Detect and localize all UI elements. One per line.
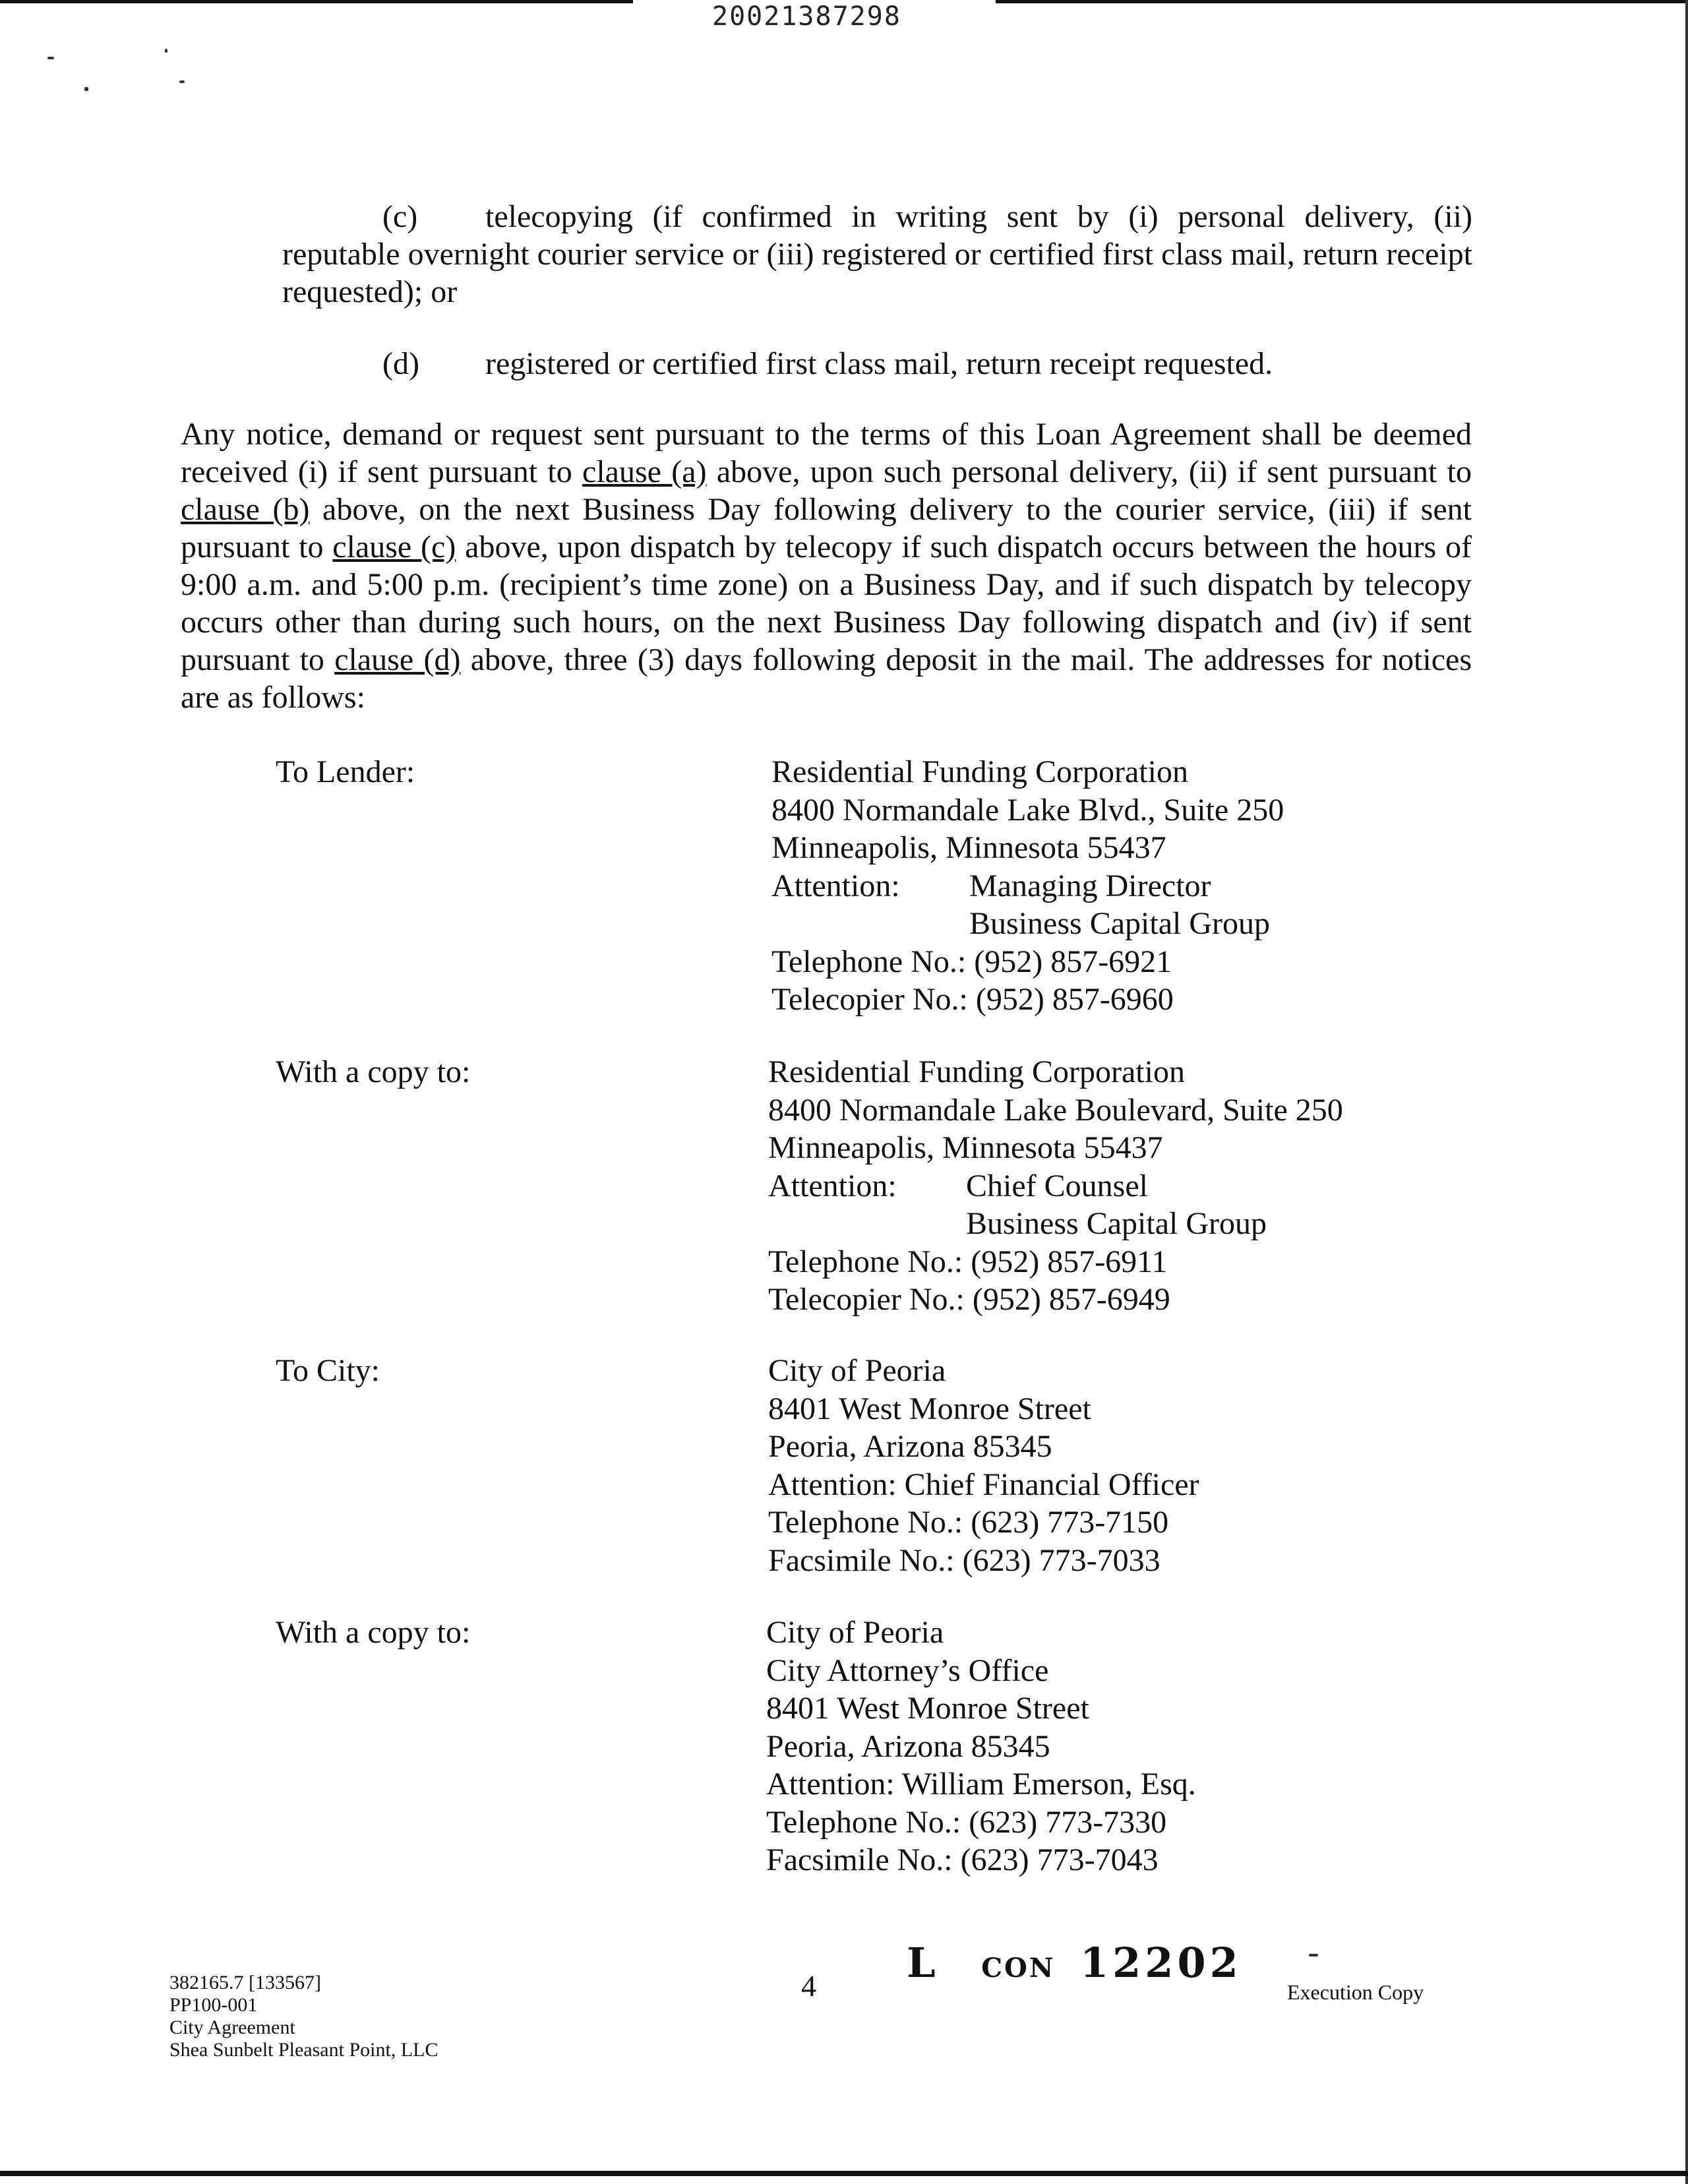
clause-marker: (c): [382, 199, 418, 234]
footer-project-code: PP100-001: [169, 1994, 258, 2016]
address-street: 8401 West Monroe Street: [768, 1391, 1091, 1426]
top-border-right: [996, 0, 1688, 3]
page-number: 4: [801, 1969, 816, 2003]
notice-paragraph: [181, 415, 1472, 716]
address-street: 8401 West Monroe Street: [766, 1691, 1089, 1726]
address-name: Residential Funding Corporation: [771, 754, 1188, 789]
address-name: City of Peoria: [766, 1615, 944, 1650]
execution-copy-label: Execution Copy: [1287, 1980, 1424, 2004]
footer-document-info: [169, 1972, 438, 2061]
address-attention: [771, 867, 1284, 905]
clause-text: telecopying (if confirmed in writing sent by (i) personal delivery, (ii): [485, 199, 1472, 234]
top-border-left: [0, 0, 633, 3]
clause-c-reference: clause (c): [332, 530, 456, 564]
address-street: 8400 Normandale Lake Boulevard, Suite 250: [768, 1092, 1343, 1128]
address-label-lender: To Lender:: [276, 754, 415, 789]
address-office: City Attorney’s Office: [766, 1653, 1049, 1688]
address-telephone: Telephone No.: (623) 773-7330: [766, 1804, 1167, 1840]
bottom-border: [0, 2171, 1688, 2176]
clause-d: [282, 345, 1472, 382]
address-attention-continued: [771, 905, 1284, 943]
attention-value: Business Capital Group: [966, 1206, 1267, 1241]
attention-label: Attention:: [768, 1168, 897, 1203]
address-telephone: Telephone No.: (952) 857-6911: [768, 1244, 1168, 1279]
address-name: City of Peoria: [768, 1353, 946, 1388]
address-attention-continued: [768, 1205, 1343, 1243]
address-city: Peoria, Arizona 85345: [766, 1728, 1050, 1764]
clause-d-reference: clause (d): [334, 642, 461, 677]
clause-b-reference: clause (b): [181, 492, 310, 527]
address-attention: [768, 1167, 1343, 1205]
clause-marker: (d): [382, 346, 419, 381]
paragraph-text: above, upon dispatch by telecopy if such dispatch occurs between the hours of 9:00 a.m. and 5:00 p.m. (recipient’s time zone) on a Business Day, and if such dispatch by telecopy occurs other than during such hours, on the next Business Day following dispatch and (iv) if sent pursuant to: [181, 530, 1472, 677]
address-street: 8400 Normandale Lake Blvd., Suite 250: [771, 792, 1284, 828]
address-block-city: [768, 1352, 1199, 1579]
paragraph-text: Any notice, demand or request sent pursuant to the terms of this Loan Agreement shall be deemed received (i) if sent pursuant to: [181, 417, 1472, 489]
document-number: 20021387298: [712, 1, 901, 32]
paragraph-text: above, three (3) days following deposit in the mail. The addresses for notices are as follows:: [181, 642, 1472, 715]
attention-label: Attention:: [771, 868, 900, 903]
address-city: Minneapolis, Minnesota 55437: [768, 1130, 1163, 1165]
footer-party-name: Shea Sunbelt Pleasant Point, LLC: [169, 2039, 438, 2061]
clause-c-first-line: [282, 198, 1472, 235]
address-name: Residential Funding Corporation: [768, 1054, 1185, 1089]
address-block-copy-lender: [768, 1053, 1343, 1319]
clause-text: registered or certified first class mail, return receipt requested.: [485, 346, 1273, 381]
footer-doc-id: 382165.7 [133567]: [169, 1972, 321, 1993]
attention-value: Managing Director: [969, 868, 1211, 903]
stamp-prefix: L: [907, 1939, 940, 1987]
clause-c: [282, 198, 1472, 311]
paragraph-text: above, on the next Business Day following delivery to the courier service, (iii) if sent pursuant to: [181, 492, 1472, 564]
address-label-city: To City:: [276, 1353, 380, 1388]
footer-agreement-type: City Agreement: [169, 2017, 295, 2038]
address-telecopier: Telecopier No.: (952) 857-6949: [768, 1282, 1170, 1317]
attention-value: Chief Counsel: [966, 1168, 1148, 1203]
right-border: [1685, 0, 1688, 2184]
scan-speck: [165, 49, 167, 53]
stamp-number: 12202: [1080, 1939, 1242, 1987]
address-telephone: Telephone No.: (952) 857-6921: [771, 944, 1172, 979]
address-attention: Attention: Chief Financial Officer: [768, 1467, 1199, 1502]
address-telephone: Telephone No.: (623) 773-7150: [768, 1505, 1169, 1540]
address-facsimile: Facsimile No.: (623) 773-7033: [768, 1542, 1160, 1578]
address-block-copy-city: [766, 1614, 1196, 1879]
attention-value: Business Capital Group: [969, 906, 1270, 941]
contract-stamp: [907, 1939, 1242, 1987]
address-telecopier: Telecopier No.: (952) 857-6960: [771, 982, 1174, 1017]
paragraph-text: above, upon such personal delivery, (ii) if sent pursuant to: [706, 454, 1472, 489]
address-block-lender: [771, 753, 1284, 1019]
address-label-copy-lender: With a copy to:: [276, 1054, 471, 1089]
scan-speck: [84, 87, 88, 91]
address-attention: Attention: William Emerson, Esq.: [766, 1767, 1196, 1802]
scan-speck: [1309, 1954, 1318, 1957]
stamp-con: CON: [981, 1953, 1056, 1984]
address-city: Peoria, Arizona 85345: [768, 1429, 1052, 1464]
address-city: Minneapolis, Minnesota 55437: [771, 830, 1166, 865]
clause-a-reference: clause (a): [582, 454, 707, 489]
scan-speck: [179, 80, 185, 83]
address-label-copy-city: With a copy to:: [276, 1615, 471, 1650]
clause-c-continuation: reputable overnight courier service or (iii) registered or certified first class mail, return receipt requested); or: [282, 237, 1472, 309]
scan-speck: [47, 57, 54, 59]
address-facsimile: Facsimile No.: (623) 773-7043: [766, 1842, 1159, 1877]
